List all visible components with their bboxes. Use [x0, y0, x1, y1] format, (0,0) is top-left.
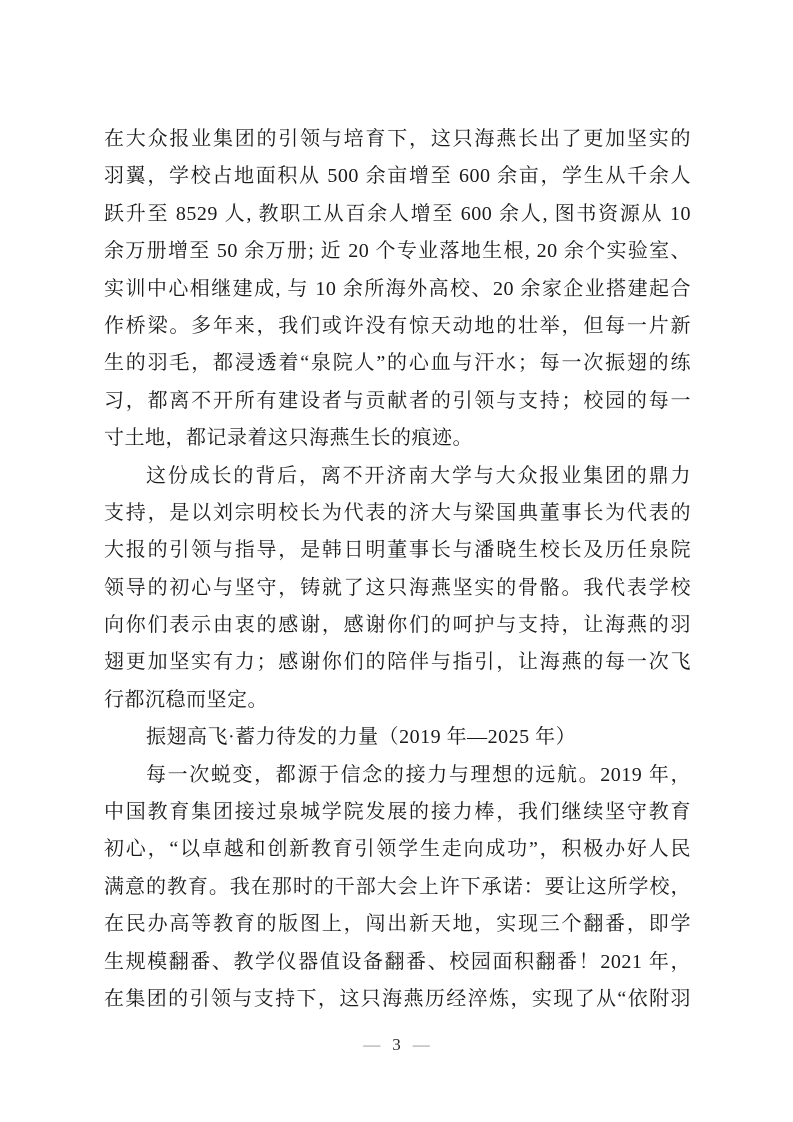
- paragraph-2019: [104, 757, 691, 1019]
- text-line: 作桥梁。多年来，我们或许没有惊天动地的壮举，但每一片新: [104, 314, 691, 337]
- text-line: 习，都离不开所有建设者与贡献者的引领与支持；校园的每一: [104, 389, 691, 412]
- text-line: 满意的教育。我在那时的干部大会上许下承诺：要让这所学校，: [104, 875, 691, 898]
- text-line: 在大众报业集团的引领与培育下，这只海燕长出了更加坚实的: [104, 128, 691, 150]
- text-line: 翅更加坚实有力；感谢你们的陪伴与指引，让海燕的每一次飞: [104, 651, 691, 674]
- text-line: 向你们表示由衷的感谢，感谢你们的呵护与支持，让海燕的羽: [104, 614, 691, 637]
- text-line: 在民办高等教育的版图上，闯出新天地，实现三个翻番，即学: [104, 913, 691, 936]
- text-line: 行都沉稳而坚定。: [104, 688, 268, 711]
- page-number: 3: [392, 1035, 401, 1054]
- text-line: 初心，“以卓越和创新教育引领学生走向成功”，积极办好人民: [104, 838, 691, 861]
- text-line: 在集团的引领与支持下，这只海燕历经淬炼，实现了从“依附羽: [104, 987, 691, 1010]
- text-line: 余万册增至 50 余万册; 近 20 个专业落地生根, 20 余个实验室、: [104, 240, 691, 263]
- paragraph-thanks: [104, 458, 691, 720]
- text-line: 寸土地，都记录着这只海燕生长的痕迹。: [104, 427, 473, 450]
- footer-dash-left: —: [363, 1035, 381, 1054]
- text-line: 支持，是以刘宗明校长为代表的济大与梁国典董事长为代表的: [104, 501, 691, 524]
- text-line: 跃升至 8529 人, 教职工从百余人增至 600 余人, 图书资源从 10: [104, 202, 691, 225]
- section-heading: 振翅高飞·蓄力待发的力量（2019 年—2025 年）: [146, 726, 577, 749]
- text-line: 羽翼，学校占地面积从 500 余亩增至 600 余亩，学生从千余人: [104, 165, 691, 188]
- text-line: 生的羽毛，都浸透着“泉院人”的心血与汗水；每一次振翅的练: [104, 352, 691, 375]
- text-line: 大报的引领与指导，是韩日明董事长与潘晓生校长及历任泉院: [104, 539, 691, 562]
- page-footer: [0, 1033, 793, 1057]
- document-body: [104, 121, 691, 1018]
- text-line: 这份成长的背后，离不开济南大学与大众报业集团的鼎力: [146, 464, 691, 487]
- paragraph-growth: [104, 121, 691, 458]
- text-line: 实训中心相继建成, 与 10 余所海外高校、20 余家企业搭建起合: [104, 277, 691, 300]
- footer-dash-right: —: [412, 1035, 430, 1054]
- text-line: 生规模翻番、教学仪器值设备翻番、校园面积翻番！2021 年，: [104, 950, 691, 973]
- text-line: 每一次蜕变，都源于信念的接力与理想的远航。2019 年，: [146, 763, 691, 786]
- text-line: 中国教育集团接过泉城学院发展的接力棒，我们继续坚守教育: [104, 801, 691, 824]
- text-line: 领导的初心与坚守，铸就了这只海燕坚实的骨骼。我代表学校: [104, 576, 691, 599]
